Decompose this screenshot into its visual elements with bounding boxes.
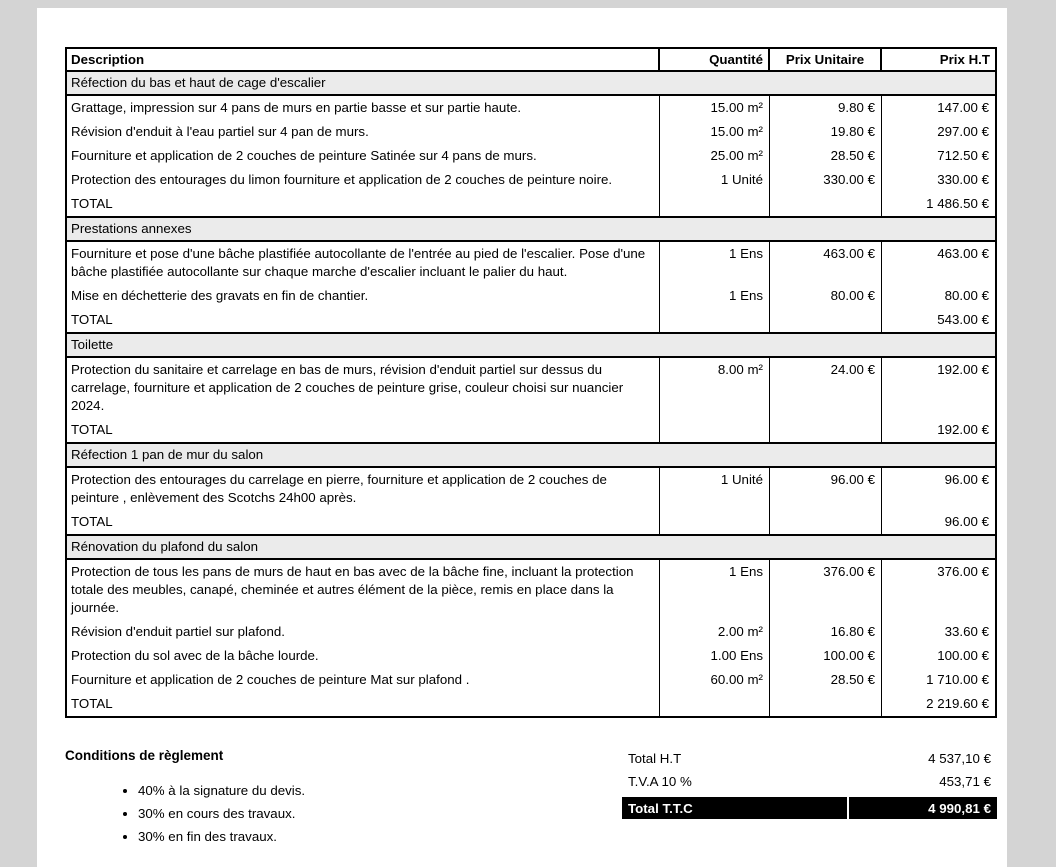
total-row	[622, 747, 997, 770]
condition-item: • 30% en fin des travaux.	[138, 825, 545, 848]
item-description-cell: Fourniture et application de 2 couches de peinture Satinée sur 4 pans de murs.	[67, 144, 660, 168]
header-price-ht: Prix H.T	[939, 52, 990, 67]
section-total-quantity-cell	[660, 418, 770, 442]
item-unit-price-cell: 463.00 €	[770, 242, 882, 284]
total-row	[622, 770, 997, 793]
item-description-cell: Révision d'enduit partiel sur plafond.	[67, 620, 660, 644]
item-unit-price-cell: 16.80 €	[770, 620, 882, 644]
item-quantity-cell: 60.00 m²	[660, 668, 770, 692]
item-description-cell: Protection du sol avec de la bâche lourde.	[67, 644, 660, 668]
item-unit-price-cell: 19.80 €	[770, 120, 882, 144]
section-total-description-cell: TOTAL	[67, 510, 660, 534]
section-total-quantity-cell	[660, 692, 770, 716]
item-unit-price-cell: 376.00 €	[770, 560, 882, 620]
section-title: Prestations annexes	[67, 216, 995, 242]
item-description-cell: Mise en déchetterie des gravats en fin de chantier.	[67, 284, 660, 308]
table-header-row	[67, 49, 995, 72]
document-footer	[65, 747, 997, 848]
condition-item: • 40% à la signature du devis.	[138, 779, 545, 802]
item-price-ht-cell: 463.00 €	[937, 246, 989, 261]
payment-conditions	[65, 747, 545, 848]
item-price-ht-cell: 1 710.00 €	[926, 672, 989, 687]
section-total-price-ht-cell: 192.00 €	[937, 422, 989, 437]
item-quantity-cell: 1 Ens	[660, 284, 770, 308]
item-quantity-cell: 1 Ens	[660, 560, 770, 620]
header-unit-price: Prix Unitaire	[770, 49, 882, 70]
item-description-cell: Grattage, impression sur 4 pans de murs en partie basse et sur partie haute.	[67, 96, 660, 120]
grand-total-label: Total T.T.C	[622, 797, 847, 819]
section-body	[67, 358, 995, 442]
totals-summary	[622, 747, 997, 819]
section-total-quantity-cell	[660, 510, 770, 534]
item-unit-price-cell: 24.00 €	[770, 358, 882, 418]
item-unit-price-cell: 96.00 €	[770, 468, 882, 510]
item-quantity-cell: 25.00 m²	[660, 144, 770, 168]
item-description-cell: Protection des entourages du limon fourniture et application de 2 couches de peinture noire.	[67, 168, 660, 192]
section-total-unit-price-cell	[770, 308, 882, 332]
item-quantity-cell: 8.00 m²	[660, 358, 770, 418]
section-title: Rénovation du plafond du salon	[67, 534, 995, 560]
item-unit-price-cell: 330.00 €	[770, 168, 882, 192]
section-body	[67, 468, 995, 534]
item-unit-price-cell: 9.80 €	[770, 96, 882, 120]
item-unit-price-cell: 100.00 €	[770, 644, 882, 668]
section-total-unit-price-cell	[770, 192, 882, 216]
condition-item: • 30% en cours des travaux.	[138, 802, 545, 825]
item-quantity-cell: 1 Unité	[660, 468, 770, 510]
section-total-price-ht-cell: 2 219.60 €	[926, 696, 989, 711]
total-row-label: Total H.T	[628, 751, 682, 766]
quote-table	[65, 47, 997, 718]
item-unit-price-cell: 28.50 €	[770, 668, 882, 692]
section-title: Réfection du bas et haut de cage d'escalier	[67, 72, 995, 96]
item-price-ht-cell: 100.00 €	[937, 648, 989, 663]
section-title: Toilette	[67, 332, 995, 358]
item-description-cell: Protection des entourages du carrelage en pierre, fourniture et application de 2 couches de peinture , enlèvement des Scotchs 24h00 après.	[67, 468, 660, 510]
item-price-ht-cell: 192.00 €	[937, 362, 989, 377]
conditions-title: Conditions de règlement	[65, 748, 224, 763]
grand-total-value: 4 990,81 €	[849, 797, 997, 819]
document-page	[37, 8, 1007, 867]
item-price-ht-cell: 712.50 €	[937, 148, 989, 163]
section-total-description-cell: TOTAL	[67, 418, 660, 442]
section-total-price-ht-cell: 543.00 €	[937, 312, 989, 327]
section-total-price-ht-cell: 96.00 €	[944, 514, 989, 529]
item-unit-price-cell: 80.00 €	[770, 284, 882, 308]
section-total-description-cell: TOTAL	[67, 308, 660, 332]
item-quantity-cell: 15.00 m²	[660, 96, 770, 120]
section-total-quantity-cell	[660, 192, 770, 216]
item-quantity-cell: 1.00 Ens	[660, 644, 770, 668]
item-description-cell: Fourniture et pose d'une bâche plastifiée autocollante de l'entrée au pied de l'escalier. Pose d'une bâche plastifiée autocollante sur chaque marche d'escalier incluant le palier du haut.	[67, 242, 660, 284]
item-description-cell: Révision d'enduit à l'eau partiel sur 4 pan de murs.	[67, 120, 660, 144]
item-quantity-cell: 2.00 m²	[660, 620, 770, 644]
item-unit-price-cell: 28.50 €	[770, 144, 882, 168]
section-body	[67, 560, 995, 716]
total-row-value: 4 537,10 €	[928, 751, 991, 766]
item-description-cell: Fourniture et application de 2 couches de peinture Mat sur plafond .	[67, 668, 660, 692]
totals-rows	[622, 747, 997, 793]
item-description-cell: Protection de tous les pans de murs de haut en bas avec de la bâche fine, incluant la protection totale des meubles, canapé, cheminée et autres élément de la pièce, remis en place dans la journée.	[67, 560, 660, 620]
conditions-list	[65, 779, 545, 848]
header-quantity: Quantité	[660, 49, 770, 70]
item-quantity-cell: 1 Unité	[660, 168, 770, 192]
section-total-price-ht-cell: 1 486.50 €	[926, 196, 989, 211]
section-title: Réfection 1 pan de mur du salon	[67, 442, 995, 468]
item-quantity-cell: 15.00 m²	[660, 120, 770, 144]
section-body	[67, 96, 995, 216]
section-total-quantity-cell	[660, 308, 770, 332]
item-description-cell: Protection du sanitaire et carrelage en bas de murs, révision d'enduit partiel sur dessus du carrelage, fourniture et application de 2 couches de peinture grise, couleur choisi sur nuancier 2024.	[67, 358, 660, 418]
section-total-unit-price-cell	[770, 418, 882, 442]
item-price-ht-cell: 330.00 €	[937, 172, 989, 187]
total-row-value: 453,71 €	[939, 774, 991, 789]
header-description: Description	[67, 49, 660, 70]
table-sections	[67, 72, 995, 716]
section-total-description-cell: TOTAL	[67, 192, 660, 216]
item-quantity-cell: 1 Ens	[660, 242, 770, 284]
section-total-unit-price-cell	[770, 510, 882, 534]
section-body	[67, 242, 995, 332]
section-total-description-cell: TOTAL	[67, 692, 660, 716]
item-price-ht-cell: 147.00 €	[937, 100, 989, 115]
item-price-ht-cell: 297.00 €	[937, 124, 989, 139]
total-row-label: T.V.A 10 %	[628, 774, 692, 789]
item-price-ht-cell: 96.00 €	[944, 472, 989, 487]
item-price-ht-cell: 33.60 €	[944, 624, 989, 639]
item-price-ht-cell: 80.00 €	[944, 288, 989, 303]
grand-total-row	[622, 797, 997, 819]
item-price-ht-cell: 376.00 €	[937, 564, 989, 579]
section-total-unit-price-cell	[770, 692, 882, 716]
